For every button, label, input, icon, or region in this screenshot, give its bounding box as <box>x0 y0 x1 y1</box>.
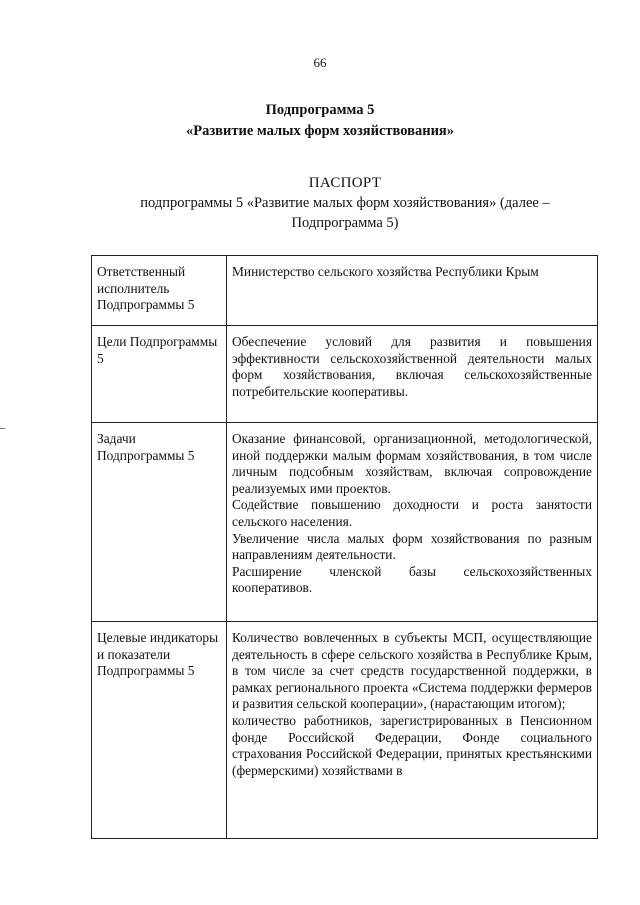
indicator-item-2: количество работников, зарегистрированных в Пенсионном фонде Российской Федерации, Фонде социального страхования Российской Федерации, принятых крестьянскими (фермерскими) хозяйствами в <box>232 712 592 778</box>
task-item-1: Оказание финансовой, организационной, методологической, иной поддержки малым формам хозяйствования, в том числе личным подсобным хозяйствам, включая сопровождение реализуемых ими проектов. <box>232 431 592 496</box>
passport-header <box>90 173 600 233</box>
row-label-tasks: Задачи Подпрограммы 5 <box>92 423 227 622</box>
task-item-2: Содействие повышению доходности и роста занятости сельского населения. <box>232 497 592 529</box>
table-row-goals <box>92 326 598 423</box>
row-label-indicators: Целевые индикаторы и показатели Подпрограммы 5 <box>92 622 227 839</box>
passport-subtitle-line2: Подпрограмма 5) <box>291 215 399 231</box>
responsible-text: Министерство сельского хозяйства Республики Крым <box>232 264 539 279</box>
table-row-indicators <box>92 622 598 839</box>
row-content-tasks <box>227 423 598 622</box>
table-row-responsible <box>92 256 598 326</box>
passport-table <box>91 255 598 839</box>
page-number: 66 <box>313 55 327 70</box>
passport-subtitle-line1: подпрограммы 5 «Развитие малых форм хозяйствования» (далее – <box>140 195 550 211</box>
row-content-responsible <box>227 256 598 326</box>
subprogram-title-line2: «Развитие малых форм хозяйствования» <box>185 123 455 139</box>
indicator-item-1: Количество вовлеченных в субъекты МСП, осуществляющие деятельность в сфере сельского хозяйства в Республике Крым, в том числе за счет средств государственной поддержки, в рамках регионального проекта «Система поддержки фермеров и развития сельской кооперации», (нарастающим итогом); <box>232 630 592 712</box>
row-content-goals <box>227 326 598 423</box>
row-content-indicators <box>227 622 598 839</box>
task-item-3: Увеличение числа малых форм хозяйствования по разным направлениям деятельности. <box>232 530 592 563</box>
subprogram-title <box>0 100 640 142</box>
row-label-goals: Цели Подпрограммы 5 <box>92 326 227 423</box>
passport-heading: ПАСПОРТ <box>308 175 382 191</box>
goals-text: Обеспечение условий для развития и повышения эффективности сельскохозяйственной деятельности малых форм хозяйствования, включая сельскохозяйственные потребительские кооперативы. <box>232 334 592 399</box>
task-item-4: Расширение членской базы сельскохозяйственных кооперативов. <box>232 563 592 596</box>
margin-mark <box>0 428 5 429</box>
row-label-responsible: Ответственный исполнитель Подпрограммы 5 <box>92 256 227 326</box>
subprogram-title-line1: Подпрограмма 5 <box>265 102 375 118</box>
table-row-tasks <box>92 423 598 622</box>
